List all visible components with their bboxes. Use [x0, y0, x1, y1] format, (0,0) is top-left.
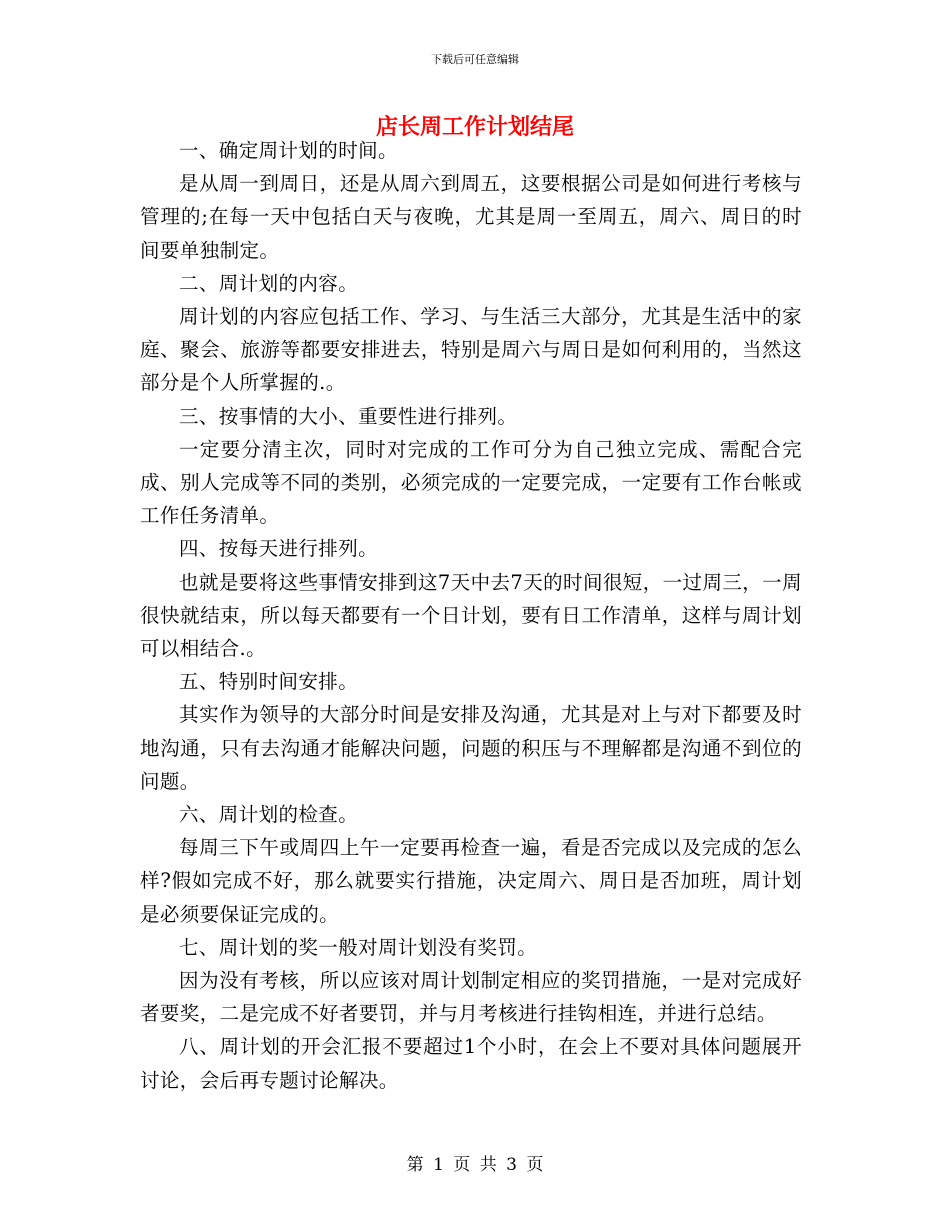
- paragraph-7: 因为没有考核，所以应该对周计划制定相应的奖罚措施，一是对完成好者要奖，二是完成不好者要罚，并与月考核进行挂钩相连，并进行总结。: [140, 969, 802, 1026]
- section-heading-8: 八、周计划的开会汇报不要超过1个小时，在会上不要对具体问题展开讨论，会后再专题讨论解决。: [140, 1035, 802, 1092]
- header-note: 下载后可任意编辑: [431, 53, 519, 66]
- paragraph-4: 也就是要将这些事情安排到这7天中去7天的时间很短，一过周三，一周很快就结束，所以每天都要有一个日计划，要有日工作清单，这样与周计划可以相结合.。: [140, 570, 802, 661]
- section-heading-1: 一、确定周计划的时间。: [179, 139, 398, 162]
- paragraph-2: 周计划的内容应包括工作、学习、与生活三大部分，尤其是生活中的家庭、聚会、旅游等都要安排进去，特别是周六与周日是如何利用的，当然这部分是个人所掌握的.。: [140, 305, 802, 395]
- section-heading-5: 五、特别时间安排。: [179, 670, 359, 694]
- document-body: [140, 134, 802, 1097]
- section-heading-2: 二、周计划的内容。: [179, 271, 359, 295]
- page-number: 第 1 页 共 3 页: [406, 1155, 544, 1175]
- section-heading-6: 六、周计划的检查。: [179, 803, 359, 827]
- paragraph-1: 是从周一到周日，还是从周六到周五，这要根据公司是如何进行考核与管理的;在每一天中包括白天与夜晚，尤其是周一至周五，周六、周日的时间要单独制定。: [140, 172, 802, 262]
- paragraph-6: 每周三下午或周四上午一定要再检查一遍，看是否完成以及完成的怎么样?假如完成不好，那么就要实行措施，决定周六、周日是否加班，周计划是必须要保证完成的。: [140, 836, 802, 926]
- section-heading-4: 四、按每天进行排列。: [179, 537, 379, 561]
- section-heading-7: 七、周计划的奖一般对周计划没有奖罚。: [179, 935, 538, 959]
- paragraph-3: 一定要分清主次，同时对完成的工作可分为自己独立完成、需配合完成、别人完成等不同的类别，必须完成的一定要完成，一定要有工作台帐或工作任务清单。: [140, 437, 802, 528]
- section-heading-3: 三、按事情的大小、重要性进行排列。: [179, 404, 518, 428]
- document-title: 店长周工作计划结尾: [375, 114, 574, 140]
- paragraph-5: 其实作为领导的大部分时间是安排及沟通，尤其是对上与对下都要及时地沟通，只有去沟通才能解决问题，问题的积压与不理解都是沟通不到位的问题。: [140, 703, 802, 793]
